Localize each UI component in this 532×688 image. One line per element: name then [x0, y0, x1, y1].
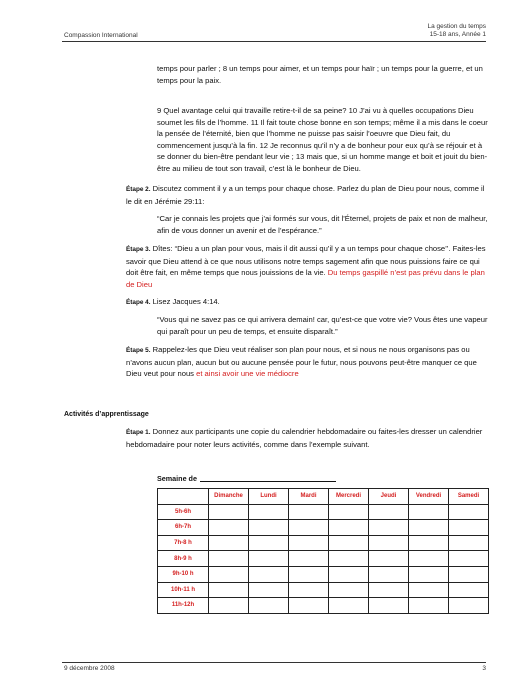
calendar-cell: [369, 520, 409, 536]
calendar-cell: [409, 504, 449, 520]
calendar-cell: [369, 598, 409, 614]
activity-etape-1-text: Donnez aux participants une copie du calendrier hebdomadaire ou faites-les dresser un calendrier hebdomadaire pour noter leurs activités, comme dans l’exemple suivant.: [126, 427, 483, 449]
calendar-cell: [409, 535, 449, 551]
week-of-blank-line: [200, 481, 336, 482]
time-slot-label: 8h-9 h: [158, 551, 209, 567]
time-slot-label: 9h-10 h: [158, 566, 209, 582]
etape-3: [126, 243, 489, 290]
calendar-cell: [329, 551, 369, 567]
day-header: Lundi: [249, 489, 289, 505]
calendar-cell: [369, 535, 409, 551]
etape-4-quote: “Vous qui ne savez pas ce qui arrivera demain! car, qu’est-ce que votre vie? Vous êtes une vapeur qui paraît pour un peu de temps, et ensuite disparaît.”: [157, 315, 488, 336]
calendar-cell: [449, 582, 489, 598]
page-number: 3: [482, 665, 486, 672]
time-slot-label: 5h-6h: [158, 504, 209, 520]
calendar-cell: [209, 566, 249, 582]
etape-5-text: Rappelez-les que Dieu veut réaliser son plan pour nous, et si nous ne nous organisons pas ou n’avons aucun plan, aucun but ou aucune pensée pour le futur, nous pouvons peut-être manquer ce que Dieu veut pour nous: [126, 345, 477, 379]
calendar-cell: [209, 520, 249, 536]
calendar-cell: [209, 535, 249, 551]
etape-4: [126, 296, 489, 309]
calendar-cell: [449, 598, 489, 614]
calendar-cell: [409, 582, 449, 598]
time-slot-label: 10h-11 h: [158, 582, 209, 598]
header-title-line1: La gestion du temps: [427, 23, 486, 30]
calendar-cell: [289, 598, 329, 614]
day-header: Samedi: [449, 489, 489, 505]
calendar-cell: [369, 504, 409, 520]
calendar-cell: [409, 520, 449, 536]
etape-5-label: Étape 5.: [126, 347, 151, 354]
calendar-cell: [249, 551, 289, 567]
calendar-cell: [409, 598, 449, 614]
calendar-cell: [449, 504, 489, 520]
etape-4-text: Lisez Jacques 4:14.: [152, 297, 220, 306]
etape-3-text: Dîtes: “Dieu a un plan pour vous, mais il dit aussi qu’il y a un temps pour chaque chose’’. Faites-les savoir que Dieu attend à ce que nous utilisons notre temps sagement afin que nous puissions faire ce qui doit être fait, en même temps que nous jouissions de la vie.: [126, 244, 486, 278]
etape-2-quote: “Car je connais les projets que j’ai formés sur vous, dit l’Éternel, projets de paix et non de malheur, afin de vous donner un avenir et de l’espérance.”: [157, 214, 488, 235]
calendar-cell: [329, 566, 369, 582]
day-header: Vendredi: [409, 489, 449, 505]
calendar-header-row: [158, 489, 489, 505]
calendar-row: [158, 582, 489, 598]
calendar-cell: [289, 566, 329, 582]
etape-2-text: Discutez comment il y a un temps pour chaque chose. Parlez du plan de Dieu pour nous, comme il le dit en Jérémie 29:11:: [126, 184, 485, 206]
weekly-calendar-table: [157, 488, 489, 614]
calendar-cell: [329, 582, 369, 598]
calendar-cell: [289, 520, 329, 536]
day-header: Dimanche: [209, 489, 249, 505]
time-slot-label: 7h-8 h: [158, 535, 209, 551]
etape-5: [126, 344, 489, 380]
header-organization: Compassion International: [64, 32, 138, 39]
calendar-cell: [409, 566, 449, 582]
calendar-cell: [289, 535, 329, 551]
day-header: Jeudi: [369, 489, 409, 505]
calendar-cell: [209, 598, 249, 614]
calendar-cell: [329, 520, 369, 536]
calendar-body: [158, 504, 489, 613]
calendar-cell: [369, 566, 409, 582]
activity-etape-1: [126, 426, 489, 450]
time-slot-label: 11h-12h: [158, 598, 209, 614]
week-of-label: Semaine de: [157, 474, 197, 483]
calendar-cell: [369, 551, 409, 567]
week-of-field: [157, 474, 336, 483]
footer-divider: [62, 662, 486, 663]
etape-2: [126, 183, 489, 207]
calendar-row: [158, 566, 489, 582]
scripture-paragraph-1: temps pour parler ; 8 un temps pour aimer, et un temps pour haïr ; un temps pour la guerre, et un temps pour la paix.: [157, 64, 483, 85]
calendar-cell: [289, 504, 329, 520]
footer-date: 9 décembre 2008: [64, 665, 115, 672]
etape-4-label: Étape 4.: [126, 299, 151, 306]
calendar-cell: [289, 582, 329, 598]
calendar-row: [158, 520, 489, 536]
calendar-cell: [289, 551, 329, 567]
day-header: Mardi: [289, 489, 329, 505]
calendar-row: [158, 504, 489, 520]
activity-etape-1-label: Étape 1.: [126, 429, 151, 436]
calendar-row: [158, 535, 489, 551]
header-title-line2: 15-18 ans, Année 1: [429, 31, 486, 38]
etape-3-highlight: Du temps gaspillé n’est pas prévu dans le plan de Dieu: [126, 268, 485, 289]
calendar-cell: [449, 566, 489, 582]
calendar-cell: [209, 582, 249, 598]
calendar-corner-cell: [158, 489, 209, 505]
calendar-cell: [329, 535, 369, 551]
calendar-cell: [449, 551, 489, 567]
calendar-cell: [449, 535, 489, 551]
calendar-cell: [409, 551, 449, 567]
activities-heading: Activités d’apprentissage: [64, 411, 149, 418]
day-header: Mercredi: [329, 489, 369, 505]
calendar-cell: [249, 582, 289, 598]
calendar-cell: [329, 598, 369, 614]
calendar-cell: [249, 598, 289, 614]
calendar-row: [158, 551, 489, 567]
scripture-paragraph-2: 9 Quel avantage celui qui travaille retire-t-il de sa peine? 10 J’ai vu à quelles occupations Dieu soumet les fils de l’homme. 11 Il fait toute chose bonne en son temps; même il a mis dans le coeur la pensée de l’éternité, bien que l’homme ne puisse pas saisir l’oeuvre que Dieu fait, du commencement jusqu’à la fin. 12 Je reconnus qu’il n’y a de bonheur pour eux qu’à se réjouir et à se donner du bien-être pendant leur vie ; 13 mais que, si un homme mange et boit et jouit du bien-être au milieu de tout son travail, c’est là le bonheur de Dieu.: [157, 106, 488, 173]
calendar-cell: [249, 566, 289, 582]
calendar-cell: [249, 520, 289, 536]
etape-2-label: Étape 2.: [126, 186, 151, 193]
calendar-cell: [249, 535, 289, 551]
calendar-cell: [209, 504, 249, 520]
calendar-cell: [369, 582, 409, 598]
calendar-cell: [449, 520, 489, 536]
header-title: [427, 23, 486, 39]
calendar-row: [158, 598, 489, 614]
etape-3-label: Étape 3.: [126, 246, 151, 253]
calendar-cell: [329, 504, 369, 520]
calendar-cell: [249, 504, 289, 520]
header-divider: [62, 41, 486, 42]
time-slot-label: 6h-7h: [158, 520, 209, 536]
calendar-cell: [209, 551, 249, 567]
etape-5-highlight: et ainsi avoir une vie médiocre: [196, 369, 299, 379]
